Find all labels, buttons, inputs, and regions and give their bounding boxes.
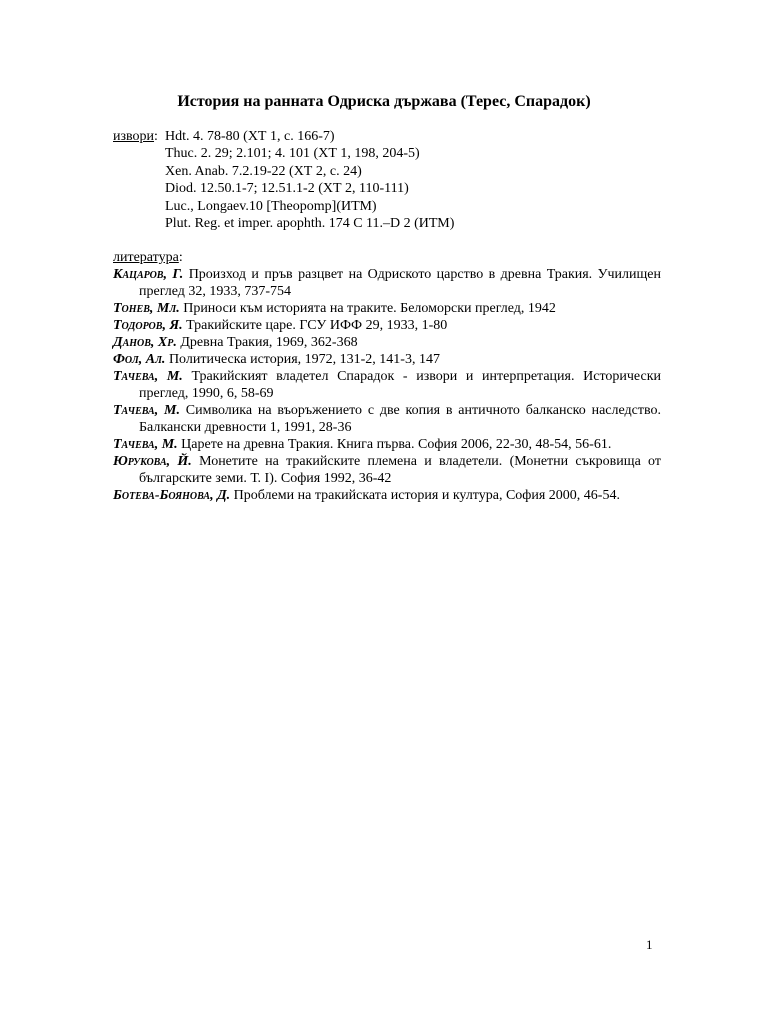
reference-entry: [113, 351, 661, 368]
source-item: Thuc. 2. 29; 2.101; 4. 101 (ХТ 1, 198, 204-5): [165, 146, 420, 162]
reference-entry: [113, 453, 661, 487]
reference-author: Тачева, М.: [113, 403, 180, 419]
reference-entry: [113, 402, 661, 436]
reference-text: Проблеми на тракийската история и култура, София 2000, 46-54.: [230, 488, 620, 504]
reference-entry: [113, 266, 661, 300]
reference-entry: [113, 317, 661, 334]
page-title: История на ранната Одриска държава (Терес, Спарадок): [177, 93, 591, 110]
source-row: [113, 180, 673, 197]
reference-text: Символика на въоръжението с две копия в античното балканско наследство. Балкански древности 1, 1991, 28-36: [139, 403, 661, 436]
sources-section: [113, 128, 673, 232]
literature-heading: литература:: [113, 250, 183, 265]
reference-entry: [113, 334, 661, 351]
source-item: Plut. Reg. et imper. apophth. 174 C 11.–D 2 (ИТМ): [165, 215, 455, 231]
reference-author: Тонев, Мл.: [113, 301, 180, 317]
reference-author: Кацаров, Г.: [113, 267, 184, 283]
source-row: извори: Hdt. 4. 78-80 (ХТ 1, с. 166-7): [113, 129, 335, 144]
reference-entry: [113, 368, 661, 402]
page-number: 1: [646, 937, 653, 952]
reference-author: Фол, Ал.: [113, 352, 166, 368]
reference-entry: [113, 300, 661, 317]
reference-text: Монетите на тракийските племена и владетели. (Монетни съкровища от българските земи. Т. I). София 1992, 36-42: [139, 454, 661, 487]
reference-text: Древна Тракия, 1969, 362-368: [176, 335, 358, 351]
reference-text: Политическа история, 1972, 131-2, 141-3, 147: [165, 352, 440, 368]
sources-label: извори: [113, 129, 155, 144]
source-item: Hdt. 4. 78-80 (ХТ 1, с. 166-7): [165, 129, 335, 144]
source-row: [113, 198, 673, 215]
reference-author: Тачева, М.: [113, 437, 178, 453]
source-item: Xen. Anab. 7.2.19-22 (ХТ 2, с. 24): [165, 163, 362, 179]
source-row: [113, 145, 673, 162]
reference-author: Тачева, М.: [113, 369, 183, 385]
reference-author: Юрукова, Й.: [113, 454, 192, 470]
reference-text: Тракийският владетел Спарадок - извори и интерпретация. Исторически преглед, 1990, 6, 58-69: [139, 369, 661, 402]
source-row: [113, 163, 673, 180]
reference-entry: [113, 436, 661, 453]
reference-author: Тодоров, Я.: [113, 318, 183, 334]
reference-entry: [113, 487, 661, 504]
reference-text: Тракийските царе. ГСУ ИФФ 29, 1933, 1-80: [182, 318, 448, 334]
reference-text: Произход и пръв разцвет на Одриското царство в древна Тракия. Училищен преглед 32, 1933, 737-754: [139, 267, 661, 300]
source-item: Diod. 12.50.1-7; 12.51.1-2 (ХТ 2, 110-111): [165, 181, 409, 197]
source-row: [113, 215, 673, 232]
reference-text: Приноси към историята на траките. Беломорски преглед, 1942: [179, 301, 556, 317]
literature-section: [113, 249, 661, 504]
reference-text: Царете на древна Тракия. Книга първа. София 2006, 22-30, 48-54, 56-61.: [177, 437, 612, 453]
source-item: Luc., Longaev.10 [Theopomp](ИТМ): [165, 198, 377, 214]
reference-author: Данов, Хр.: [113, 335, 177, 351]
reference-author: Ботева-Боянова, Д.: [113, 488, 231, 504]
